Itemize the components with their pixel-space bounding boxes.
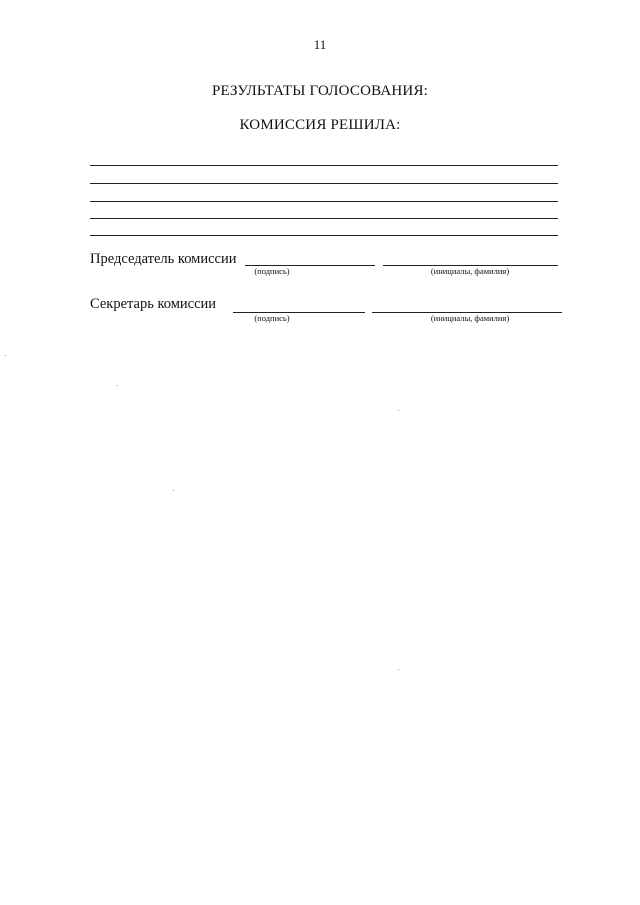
chairman-signature-caption: (подпись): [254, 266, 290, 276]
decision-line: [90, 183, 558, 184]
decision-line: [90, 235, 558, 236]
secretary-name-caption: (инициалы, фамилия): [430, 313, 510, 323]
decision-line: [90, 165, 558, 166]
page-number: 11: [313, 37, 327, 52]
chairman-label: Председатель комиссии: [90, 251, 237, 267]
decision-line: [90, 218, 558, 219]
decision-line: [90, 201, 558, 202]
decision-heading: КОМИССИЯ РЕШИЛА:: [239, 117, 401, 133]
scan-speck: [398, 669, 399, 670]
chairman-name-caption: (инициалы, фамилия): [430, 266, 510, 276]
scan-speck: [173, 490, 174, 491]
scan-speck: [117, 385, 118, 386]
scan-speck: [398, 410, 399, 411]
scan-speck: [5, 355, 6, 356]
secretary-label: Секретарь комиссии: [90, 296, 217, 312]
voting-results-heading: РЕЗУЛЬТАТЫ ГОЛОСОВАНИЯ:: [211, 83, 429, 99]
secretary-signature-caption: (подпись): [254, 313, 290, 323]
